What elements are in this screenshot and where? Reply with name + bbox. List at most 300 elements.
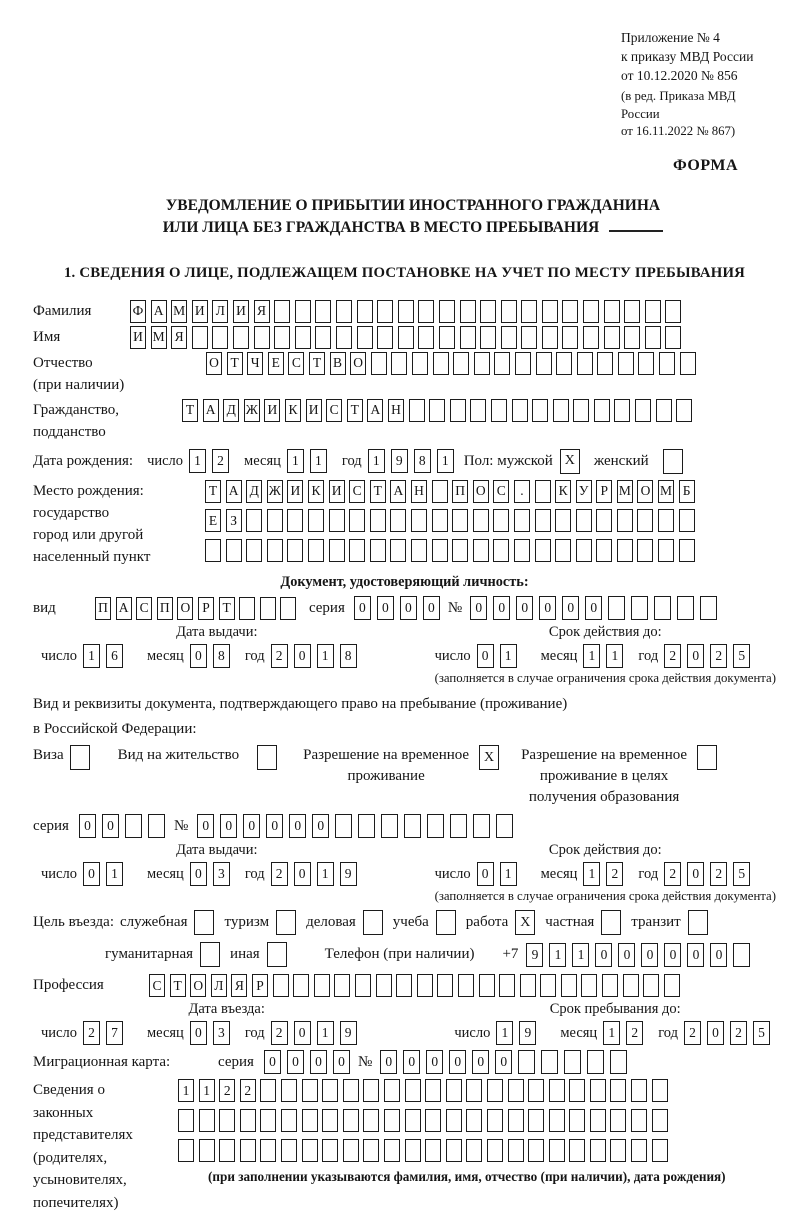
char-box[interactable] bbox=[637, 539, 653, 562]
char-box[interactable] bbox=[246, 509, 262, 532]
char-box[interactable] bbox=[315, 300, 331, 323]
char-box[interactable]: 1 bbox=[317, 644, 334, 668]
char-box[interactable] bbox=[491, 399, 507, 422]
char-box[interactable] bbox=[329, 509, 345, 532]
char-box[interactable] bbox=[587, 1050, 604, 1074]
char-box[interactable]: 0 bbox=[687, 862, 704, 886]
char-box[interactable] bbox=[645, 326, 661, 349]
char-box[interactable] bbox=[643, 974, 659, 997]
char-box[interactable] bbox=[520, 974, 536, 997]
char-box[interactable]: Р bbox=[596, 480, 612, 503]
residence-permit-checkbox[interactable] bbox=[257, 745, 277, 770]
char-box[interactable]: 0 bbox=[477, 644, 494, 668]
char-box[interactable] bbox=[404, 814, 421, 838]
char-box[interactable] bbox=[178, 1139, 194, 1162]
char-box[interactable]: А bbox=[151, 300, 167, 323]
char-box[interactable] bbox=[597, 352, 613, 375]
char-box[interactable]: 0 bbox=[400, 596, 417, 620]
char-box[interactable] bbox=[623, 974, 639, 997]
char-box[interactable] bbox=[425, 1079, 441, 1102]
char-box[interactable]: 2 bbox=[626, 1021, 643, 1045]
char-box[interactable] bbox=[370, 509, 386, 532]
char-box[interactable]: 0 bbox=[687, 644, 704, 668]
char-box[interactable]: 1 bbox=[83, 644, 100, 668]
char-box[interactable]: 8 bbox=[340, 644, 357, 668]
char-box[interactable]: 2 bbox=[271, 644, 288, 668]
char-box[interactable]: . bbox=[514, 480, 530, 503]
char-box[interactable] bbox=[515, 352, 531, 375]
char-box[interactable] bbox=[349, 539, 365, 562]
char-box[interactable] bbox=[576, 509, 592, 532]
char-box[interactable]: 1 bbox=[500, 862, 517, 886]
char-box[interactable] bbox=[562, 300, 578, 323]
char-box[interactable] bbox=[496, 814, 513, 838]
char-box[interactable] bbox=[293, 974, 309, 997]
char-box[interactable] bbox=[371, 352, 387, 375]
char-box[interactable] bbox=[556, 352, 572, 375]
char-box[interactable]: 1 bbox=[496, 1021, 513, 1045]
char-box[interactable] bbox=[617, 539, 633, 562]
char-box[interactable] bbox=[429, 399, 445, 422]
char-box[interactable] bbox=[610, 1050, 627, 1074]
char-box[interactable] bbox=[363, 1139, 379, 1162]
char-box[interactable]: 0 bbox=[102, 814, 119, 838]
char-box[interactable]: Т bbox=[227, 352, 243, 375]
char-box[interactable]: С bbox=[149, 974, 165, 997]
char-box[interactable]: 0 bbox=[264, 1050, 281, 1074]
char-box[interactable]: Л bbox=[211, 974, 227, 997]
char-box[interactable]: 2 bbox=[664, 862, 681, 886]
char-box[interactable]: П bbox=[157, 597, 173, 620]
char-box[interactable]: 9 bbox=[391, 449, 408, 473]
char-box[interactable] bbox=[273, 974, 289, 997]
char-box[interactable] bbox=[508, 1079, 524, 1102]
char-box[interactable]: 1 bbox=[317, 862, 334, 886]
char-box[interactable]: 1 bbox=[368, 449, 385, 473]
char-box[interactable] bbox=[460, 300, 476, 323]
char-box[interactable]: 0 bbox=[618, 943, 635, 967]
char-box[interactable] bbox=[334, 974, 350, 997]
char-box[interactable]: Л bbox=[212, 300, 228, 323]
char-box[interactable]: 0 bbox=[83, 862, 100, 886]
char-box[interactable]: С bbox=[349, 480, 365, 503]
char-box[interactable] bbox=[479, 974, 495, 997]
char-box[interactable] bbox=[281, 1139, 297, 1162]
char-box[interactable]: Т bbox=[205, 480, 221, 503]
char-box[interactable]: О bbox=[206, 352, 222, 375]
char-box[interactable] bbox=[541, 1050, 558, 1074]
char-box[interactable] bbox=[494, 352, 510, 375]
char-box[interactable] bbox=[437, 974, 453, 997]
char-box[interactable]: О bbox=[350, 352, 366, 375]
char-box[interactable] bbox=[267, 539, 283, 562]
char-box[interactable] bbox=[377, 326, 393, 349]
char-box[interactable]: 1 bbox=[583, 644, 600, 668]
char-box[interactable] bbox=[604, 326, 620, 349]
char-box[interactable] bbox=[535, 539, 551, 562]
char-box[interactable]: 0 bbox=[493, 596, 510, 620]
purpose-private-checkbox[interactable] bbox=[601, 910, 621, 935]
char-box[interactable] bbox=[473, 539, 489, 562]
char-box[interactable]: А bbox=[116, 597, 132, 620]
char-box[interactable] bbox=[610, 1109, 626, 1132]
char-box[interactable]: Т bbox=[309, 352, 325, 375]
char-box[interactable]: 0 bbox=[310, 1050, 327, 1074]
char-box[interactable]: 0 bbox=[294, 644, 311, 668]
char-box[interactable] bbox=[409, 399, 425, 422]
char-box[interactable]: 0 bbox=[312, 814, 329, 838]
char-box[interactable] bbox=[355, 974, 371, 997]
char-box[interactable]: Б bbox=[679, 480, 695, 503]
char-box[interactable] bbox=[542, 326, 558, 349]
char-box[interactable] bbox=[501, 300, 517, 323]
char-box[interactable]: 7 bbox=[106, 1021, 123, 1045]
char-box[interactable]: 0 bbox=[380, 1050, 397, 1074]
char-box[interactable] bbox=[577, 352, 593, 375]
char-box[interactable] bbox=[205, 539, 221, 562]
male-checkbox[interactable]: X bbox=[560, 449, 580, 474]
char-box[interactable] bbox=[610, 1079, 626, 1102]
char-box[interactable]: 0 bbox=[190, 644, 207, 668]
char-box[interactable] bbox=[508, 1139, 524, 1162]
char-box[interactable] bbox=[260, 1139, 276, 1162]
char-box[interactable]: 0 bbox=[289, 814, 306, 838]
char-box[interactable] bbox=[614, 399, 630, 422]
char-box[interactable]: Д bbox=[223, 399, 239, 422]
char-box[interactable] bbox=[280, 597, 296, 620]
char-box[interactable]: 1 bbox=[437, 449, 454, 473]
char-box[interactable] bbox=[652, 1109, 668, 1132]
char-box[interactable]: И bbox=[306, 399, 322, 422]
char-box[interactable] bbox=[480, 326, 496, 349]
purpose-study-checkbox[interactable] bbox=[436, 910, 456, 935]
char-box[interactable] bbox=[226, 539, 242, 562]
char-box[interactable]: Е bbox=[268, 352, 284, 375]
char-box[interactable]: 0 bbox=[710, 943, 727, 967]
char-box[interactable]: 2 bbox=[240, 1079, 256, 1102]
char-box[interactable]: Н bbox=[411, 480, 427, 503]
char-box[interactable] bbox=[384, 1079, 400, 1102]
char-box[interactable]: 9 bbox=[519, 1021, 536, 1045]
char-box[interactable] bbox=[512, 399, 528, 422]
purpose-tourism-checkbox[interactable] bbox=[276, 910, 296, 935]
char-box[interactable] bbox=[417, 974, 433, 997]
char-box[interactable] bbox=[631, 1109, 647, 1132]
char-box[interactable] bbox=[590, 1139, 606, 1162]
char-box[interactable]: 0 bbox=[477, 862, 494, 886]
char-box[interactable] bbox=[349, 509, 365, 532]
char-box[interactable] bbox=[656, 399, 672, 422]
char-box[interactable] bbox=[308, 539, 324, 562]
char-box[interactable] bbox=[254, 326, 270, 349]
char-box[interactable]: 0 bbox=[294, 1021, 311, 1045]
char-box[interactable]: 1 bbox=[603, 1021, 620, 1045]
char-box[interactable] bbox=[596, 509, 612, 532]
char-box[interactable] bbox=[553, 399, 569, 422]
char-box[interactable] bbox=[638, 352, 654, 375]
char-box[interactable]: 6 bbox=[106, 644, 123, 668]
char-box[interactable]: З bbox=[226, 509, 242, 532]
char-box[interactable]: Ж bbox=[267, 480, 283, 503]
char-box[interactable] bbox=[384, 1139, 400, 1162]
char-box[interactable] bbox=[679, 509, 695, 532]
char-box[interactable] bbox=[343, 1079, 359, 1102]
char-box[interactable] bbox=[733, 943, 750, 967]
char-box[interactable] bbox=[370, 539, 386, 562]
char-box[interactable] bbox=[246, 539, 262, 562]
char-box[interactable] bbox=[535, 509, 551, 532]
char-box[interactable] bbox=[219, 1139, 235, 1162]
char-box[interactable]: В bbox=[330, 352, 346, 375]
char-box[interactable] bbox=[549, 1109, 565, 1132]
char-box[interactable]: 0 bbox=[449, 1050, 466, 1074]
char-box[interactable] bbox=[192, 326, 208, 349]
char-box[interactable] bbox=[658, 509, 674, 532]
char-box[interactable]: 1 bbox=[583, 862, 600, 886]
char-box[interactable]: Ч bbox=[247, 352, 263, 375]
char-box[interactable]: С bbox=[288, 352, 304, 375]
char-box[interactable] bbox=[281, 1109, 297, 1132]
char-box[interactable] bbox=[466, 1109, 482, 1132]
char-box[interactable]: 0 bbox=[664, 943, 681, 967]
char-box[interactable] bbox=[411, 509, 427, 532]
char-box[interactable] bbox=[562, 326, 578, 349]
char-box[interactable] bbox=[398, 326, 414, 349]
char-box[interactable] bbox=[466, 1139, 482, 1162]
char-box[interactable]: М bbox=[658, 480, 674, 503]
char-box[interactable]: 0 bbox=[516, 596, 533, 620]
char-box[interactable]: 1 bbox=[549, 943, 566, 967]
char-box[interactable]: 8 bbox=[213, 644, 230, 668]
char-box[interactable] bbox=[381, 814, 398, 838]
char-box[interactable] bbox=[302, 1139, 318, 1162]
visa-checkbox[interactable] bbox=[70, 745, 90, 770]
char-box[interactable]: 0 bbox=[641, 943, 658, 967]
char-box[interactable]: 0 bbox=[243, 814, 260, 838]
char-box[interactable]: И bbox=[130, 326, 146, 349]
char-box[interactable] bbox=[555, 539, 571, 562]
char-box[interactable] bbox=[618, 352, 634, 375]
char-box[interactable]: О bbox=[190, 974, 206, 997]
char-box[interactable] bbox=[357, 326, 373, 349]
char-box[interactable] bbox=[654, 596, 671, 620]
char-box[interactable] bbox=[336, 300, 352, 323]
char-box[interactable]: Я bbox=[171, 326, 187, 349]
char-box[interactable] bbox=[535, 480, 551, 503]
char-box[interactable] bbox=[125, 814, 142, 838]
char-box[interactable]: 2 bbox=[710, 862, 727, 886]
purpose-other-checkbox[interactable] bbox=[267, 942, 287, 967]
char-box[interactable] bbox=[617, 509, 633, 532]
char-box[interactable]: М bbox=[171, 300, 187, 323]
char-box[interactable] bbox=[212, 326, 228, 349]
char-box[interactable] bbox=[363, 1079, 379, 1102]
char-box[interactable] bbox=[425, 1109, 441, 1132]
char-box[interactable]: О bbox=[473, 480, 489, 503]
char-box[interactable] bbox=[514, 509, 530, 532]
char-box[interactable] bbox=[281, 1079, 297, 1102]
char-box[interactable]: Е bbox=[205, 509, 221, 532]
char-box[interactable] bbox=[493, 539, 509, 562]
char-box[interactable] bbox=[302, 1109, 318, 1132]
purpose-business-checkbox[interactable] bbox=[194, 910, 214, 935]
char-box[interactable]: 3 bbox=[213, 862, 230, 886]
char-box[interactable] bbox=[631, 1139, 647, 1162]
char-box[interactable]: 0 bbox=[333, 1050, 350, 1074]
char-box[interactable] bbox=[405, 1139, 421, 1162]
char-box[interactable] bbox=[555, 509, 571, 532]
temp-residence-edu-checkbox[interactable] bbox=[697, 745, 717, 770]
char-box[interactable]: 1 bbox=[189, 449, 206, 473]
char-box[interactable]: Я bbox=[254, 300, 270, 323]
char-box[interactable] bbox=[398, 300, 414, 323]
char-box[interactable] bbox=[473, 814, 490, 838]
char-box[interactable]: Я bbox=[231, 974, 247, 997]
char-box[interactable]: А bbox=[226, 480, 242, 503]
char-box[interactable]: 8 bbox=[414, 449, 431, 473]
char-box[interactable] bbox=[439, 326, 455, 349]
char-box[interactable] bbox=[219, 1109, 235, 1132]
char-box[interactable] bbox=[700, 596, 717, 620]
char-box[interactable]: П bbox=[95, 597, 111, 620]
char-box[interactable] bbox=[652, 1139, 668, 1162]
char-box[interactable] bbox=[561, 974, 577, 997]
char-box[interactable] bbox=[679, 539, 695, 562]
char-box[interactable]: 0 bbox=[472, 1050, 489, 1074]
char-box[interactable] bbox=[487, 1079, 503, 1102]
purpose-work-checkbox[interactable]: X bbox=[515, 910, 535, 935]
char-box[interactable] bbox=[583, 326, 599, 349]
char-box[interactable]: 2 bbox=[684, 1021, 701, 1045]
char-box[interactable]: Н bbox=[388, 399, 404, 422]
char-box[interactable] bbox=[590, 1079, 606, 1102]
char-box[interactable]: 0 bbox=[423, 596, 440, 620]
char-box[interactable]: Т bbox=[219, 597, 235, 620]
char-box[interactable] bbox=[432, 539, 448, 562]
char-box[interactable]: 1 bbox=[572, 943, 589, 967]
char-box[interactable]: С bbox=[136, 597, 152, 620]
char-box[interactable] bbox=[590, 1109, 606, 1132]
char-box[interactable] bbox=[652, 1079, 668, 1102]
char-box[interactable]: М bbox=[617, 480, 633, 503]
char-box[interactable] bbox=[322, 1139, 338, 1162]
char-box[interactable] bbox=[493, 509, 509, 532]
char-box[interactable] bbox=[581, 974, 597, 997]
female-checkbox[interactable] bbox=[663, 449, 683, 474]
char-box[interactable]: 0 bbox=[79, 814, 96, 838]
char-box[interactable]: 5 bbox=[733, 644, 750, 668]
char-box[interactable]: С bbox=[493, 480, 509, 503]
char-box[interactable]: 2 bbox=[83, 1021, 100, 1045]
char-box[interactable] bbox=[384, 1109, 400, 1132]
char-box[interactable] bbox=[274, 326, 290, 349]
temp-residence-checkbox[interactable]: X bbox=[479, 745, 499, 770]
char-box[interactable]: 0 bbox=[403, 1050, 420, 1074]
char-box[interactable] bbox=[453, 352, 469, 375]
char-box[interactable] bbox=[233, 326, 249, 349]
char-box[interactable] bbox=[536, 352, 552, 375]
char-box[interactable]: К bbox=[555, 480, 571, 503]
char-box[interactable] bbox=[521, 326, 537, 349]
char-box[interactable] bbox=[343, 1109, 359, 1132]
char-box[interactable]: 9 bbox=[526, 943, 543, 967]
char-box[interactable]: 1 bbox=[106, 862, 123, 886]
char-box[interactable]: 9 bbox=[340, 1021, 357, 1045]
char-box[interactable] bbox=[427, 814, 444, 838]
char-box[interactable] bbox=[295, 300, 311, 323]
char-box[interactable] bbox=[540, 974, 556, 997]
char-box[interactable]: 5 bbox=[733, 862, 750, 886]
char-box[interactable] bbox=[450, 399, 466, 422]
char-box[interactable] bbox=[148, 814, 165, 838]
char-box[interactable] bbox=[412, 352, 428, 375]
char-box[interactable] bbox=[470, 399, 486, 422]
char-box[interactable] bbox=[602, 974, 618, 997]
char-box[interactable] bbox=[564, 1050, 581, 1074]
char-box[interactable] bbox=[528, 1139, 544, 1162]
char-box[interactable]: 0 bbox=[495, 1050, 512, 1074]
char-box[interactable] bbox=[452, 539, 468, 562]
char-box[interactable]: 0 bbox=[426, 1050, 443, 1074]
char-box[interactable] bbox=[376, 974, 392, 997]
char-box[interactable]: К bbox=[308, 480, 324, 503]
char-box[interactable]: 0 bbox=[707, 1021, 724, 1045]
char-box[interactable]: 0 bbox=[266, 814, 283, 838]
char-box[interactable]: С bbox=[326, 399, 342, 422]
char-box[interactable]: И bbox=[233, 300, 249, 323]
char-box[interactable] bbox=[418, 326, 434, 349]
char-box[interactable]: 0 bbox=[595, 943, 612, 967]
char-box[interactable] bbox=[418, 300, 434, 323]
char-box[interactable]: А bbox=[203, 399, 219, 422]
char-box[interactable]: 2 bbox=[664, 644, 681, 668]
char-box[interactable]: 1 bbox=[178, 1079, 194, 1102]
char-box[interactable]: 0 bbox=[687, 943, 704, 967]
char-box[interactable]: 9 bbox=[340, 862, 357, 886]
char-box[interactable] bbox=[635, 399, 651, 422]
char-box[interactable] bbox=[528, 1109, 544, 1132]
char-box[interactable] bbox=[439, 300, 455, 323]
char-box[interactable]: 1 bbox=[317, 1021, 334, 1045]
char-box[interactable]: И bbox=[287, 480, 303, 503]
char-box[interactable] bbox=[665, 326, 681, 349]
char-box[interactable]: 0 bbox=[539, 596, 556, 620]
char-box[interactable]: 0 bbox=[294, 862, 311, 886]
char-box[interactable] bbox=[569, 1109, 585, 1132]
char-box[interactable] bbox=[487, 1139, 503, 1162]
char-box[interactable]: 2 bbox=[271, 862, 288, 886]
char-box[interactable] bbox=[260, 597, 276, 620]
char-box[interactable]: М bbox=[151, 326, 167, 349]
char-box[interactable]: 2 bbox=[606, 862, 623, 886]
char-box[interactable]: 2 bbox=[212, 449, 229, 473]
char-box[interactable] bbox=[631, 1079, 647, 1102]
char-box[interactable]: 1 bbox=[500, 644, 517, 668]
char-box[interactable] bbox=[260, 1079, 276, 1102]
purpose-transit-checkbox[interactable] bbox=[688, 910, 708, 935]
char-box[interactable]: К bbox=[285, 399, 301, 422]
char-box[interactable]: 0 bbox=[470, 596, 487, 620]
char-box[interactable]: 0 bbox=[190, 862, 207, 886]
char-box[interactable]: 2 bbox=[710, 644, 727, 668]
char-box[interactable] bbox=[432, 509, 448, 532]
char-box[interactable]: И bbox=[192, 300, 208, 323]
char-box[interactable] bbox=[315, 326, 331, 349]
char-box[interactable]: 3 bbox=[213, 1021, 230, 1045]
char-box[interactable] bbox=[314, 974, 330, 997]
char-box[interactable] bbox=[450, 814, 467, 838]
char-box[interactable] bbox=[518, 1050, 535, 1074]
